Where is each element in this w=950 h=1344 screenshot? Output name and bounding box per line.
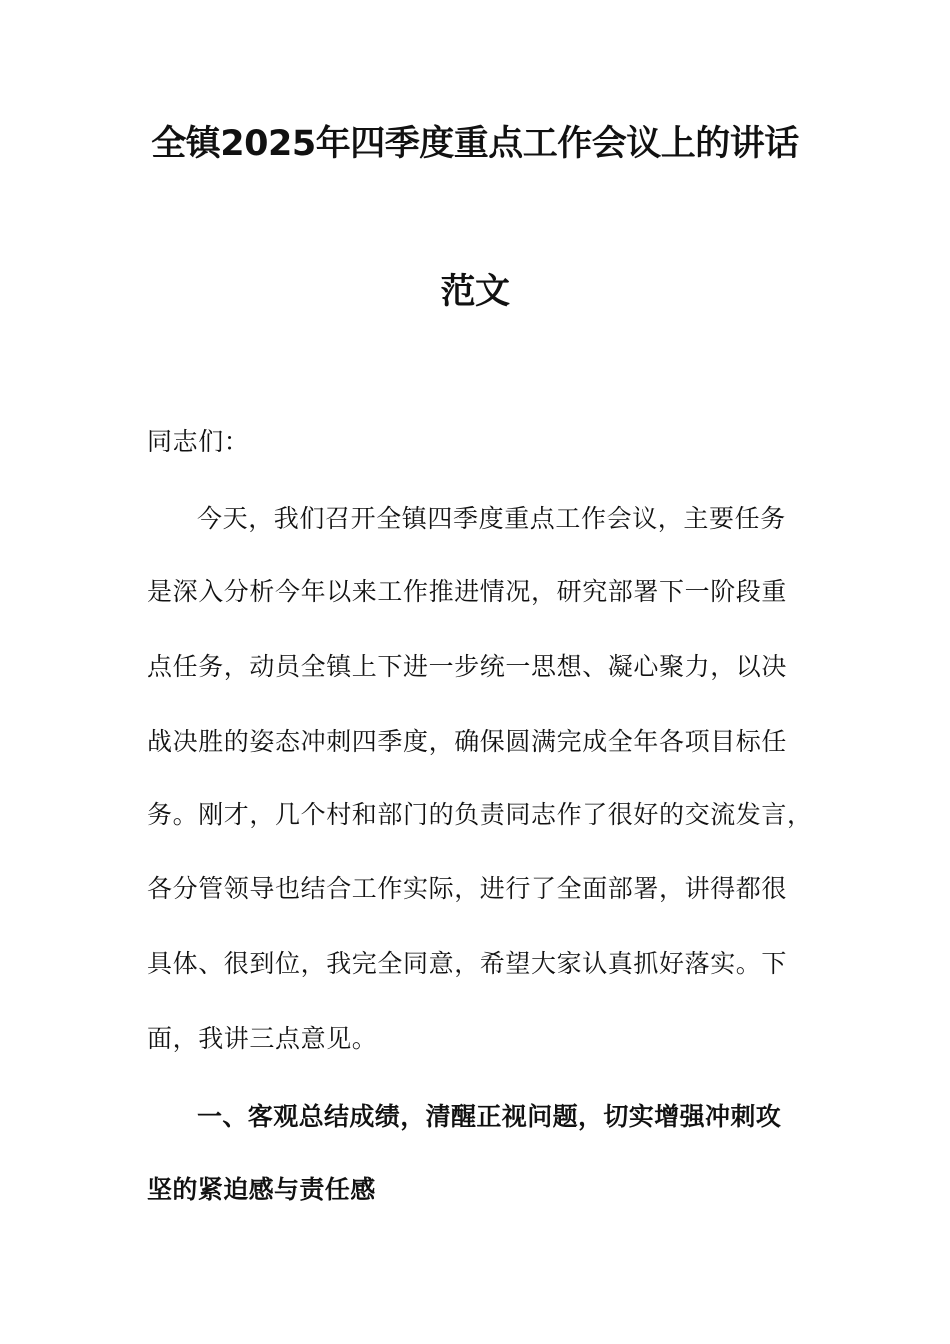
paragraph-line: 具体、很到位，我完全同意，希望大家认真抓好落实。下 xyxy=(147,949,788,978)
paragraph-line: 战决胜的姿态冲刺四季度，确保圆满完成全年各项目标任 xyxy=(147,727,788,756)
paragraph-line: 今天，我们召开全镇四季度重点工作会议，主要任务 xyxy=(197,504,786,533)
section-heading-line: 坚的紧迫感与责任感 xyxy=(147,1175,376,1204)
section-heading-line: 一、客观总结成绩，清醒正视问题，切实增强冲刺攻 xyxy=(197,1102,782,1131)
paragraph-line: 是深入分析今年以来工作推进情况，研究部署下一阶段重 xyxy=(147,577,788,606)
document-title-line-2: 范文 xyxy=(440,272,510,312)
paragraph-line: 点任务，动员全镇上下进一步统一思想、凝心聚力，以决 xyxy=(147,652,788,681)
paragraph-line: 各分管领导也结合工作实际，进行了全面部署，讲得都很 xyxy=(147,874,788,903)
document-title-line-1: 全镇2025年四季度重点工作会议上的讲话 xyxy=(151,124,799,164)
paragraph-line: 务。刚才，几个村和部门的负责同志作了很好的交流发言， xyxy=(147,800,813,829)
salutation: 同志们： xyxy=(147,427,250,456)
paragraph-line: 面，我讲三点意见。 xyxy=(147,1024,378,1053)
